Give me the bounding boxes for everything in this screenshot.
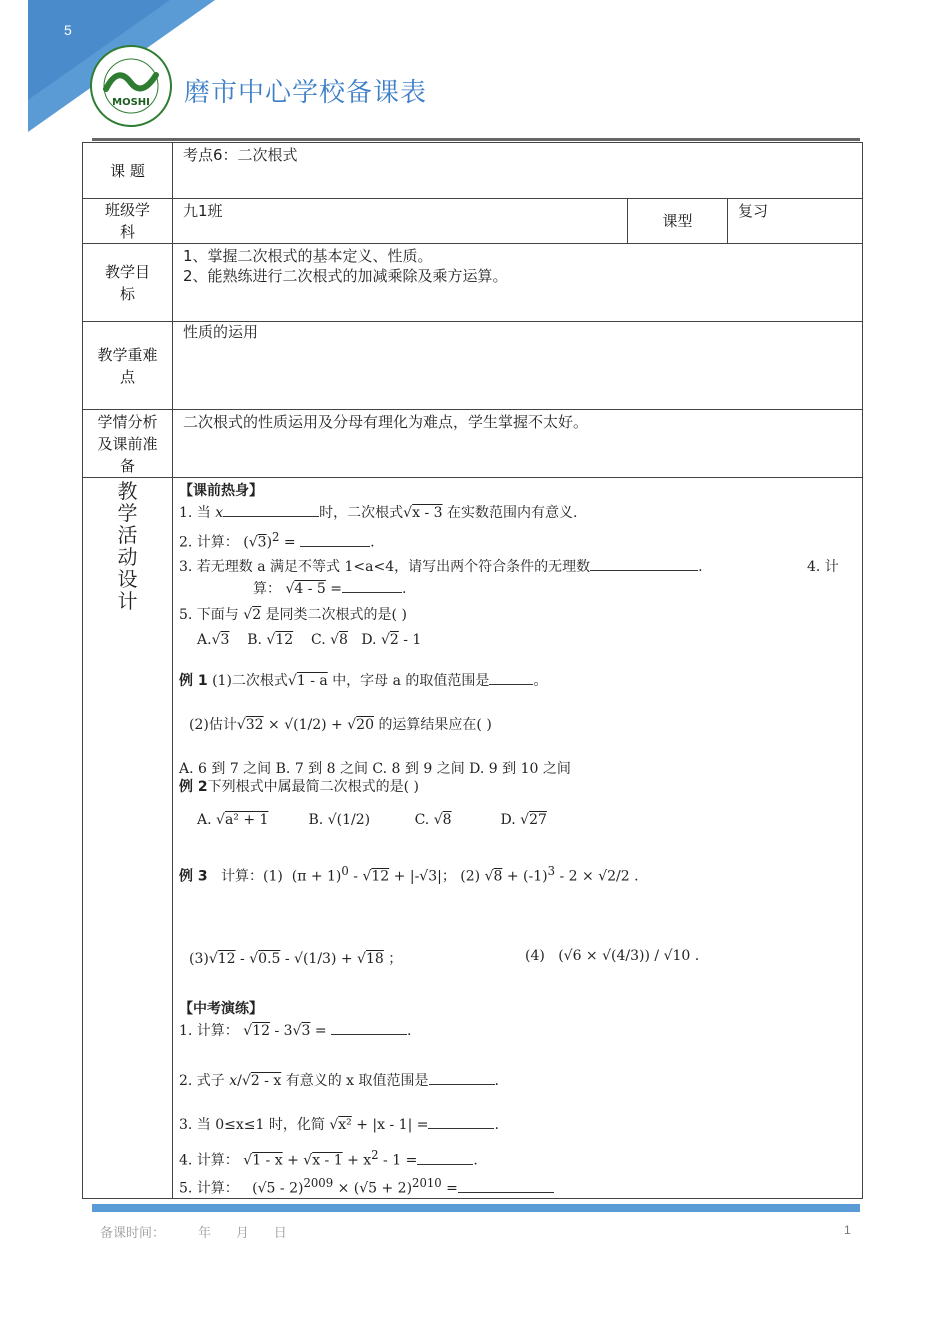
focus-label-text: 教学重难点	[97, 345, 158, 386]
warmup-q2: 2. 计算： $(√3)^2$ = .	[179, 530, 375, 551]
goal-label-text: 教学目标	[104, 262, 150, 303]
topic-value: 考点6：二次根式	[173, 143, 863, 199]
q1-text-c: 在实数范围内有意义.	[446, 505, 578, 521]
type-value: 复习	[728, 199, 863, 244]
goal-line-1: 1、掌握二次根式的基本定义、性质。	[183, 247, 433, 265]
warmup-q5: 5. 下面与 √2 是同类二次根式的是( )	[179, 607, 407, 623]
analysis-label-text: 学情分析及课前准备	[97, 412, 158, 475]
exam-q3: 3. 当 0≤x≤1 时，化简 √x² + |x - 1| = .	[179, 1117, 499, 1133]
q3-text: 3. 若无理数 a 满足不等式 1<a<4，请写出两个符合条件的无理数	[179, 559, 591, 575]
q3-end: .	[698, 559, 703, 575]
goal-label	[83, 244, 173, 322]
type-label: 课型	[628, 199, 728, 244]
q4-number: 4. 计	[807, 559, 839, 575]
exam-q5: 5. 计算： $(√5 - 2)^{2009} \times (√5 + 2)^{2010}$ =	[179, 1176, 554, 1198]
footer-month: 月	[235, 1226, 249, 1241]
page-number-top: 5	[64, 22, 72, 38]
q4-text: 算：	[253, 581, 281, 597]
focus-value: 性质的运用	[173, 322, 863, 410]
example-2: 例 2下列根式中属最简二次根式的是( )	[179, 779, 419, 795]
activity-content	[173, 478, 863, 1199]
goal-value	[173, 244, 863, 322]
school-title: 磨市中心学校备课表	[184, 78, 428, 108]
example-2-options: A. √a² + 1 B. √(1/2) C. √8 D. √27	[197, 812, 547, 828]
class-label	[83, 199, 173, 244]
warmup-q3	[179, 556, 703, 576]
activity-label	[83, 478, 173, 1199]
footer-bar	[92, 1204, 860, 1212]
example-3-parts: (3)√12 - √0.5 - √(1/3) + √18 ；	[189, 951, 403, 967]
goal-line-2: 2、能熟练进行二次根式的加减乘除及乘方运算。	[183, 267, 508, 285]
example-1: 例 1 (1)二次根式√1 - a 中，字母 a 的取值范围是 。	[179, 673, 548, 689]
topic-label: 课 题	[83, 143, 173, 199]
q2-text: 2. 计算：	[179, 534, 239, 551]
footer-year: 年	[198, 1226, 212, 1241]
example-3-part-4: (4) (√6 × √(4/3)) / √10 .	[525, 948, 700, 964]
footer-label: 备课时间：	[100, 1226, 166, 1241]
activity-label-text: 教学活动设计	[117, 479, 138, 613]
q5-options: A.√3 B. √12 C. √8 D. √2 - 1	[197, 632, 422, 648]
analysis-value: 二次根式的性质运用及分母有理化为难点，学生掌握不太好。	[173, 410, 863, 478]
footer-page-number: 1	[844, 1223, 851, 1237]
q1-text-a: 1. 当	[179, 505, 211, 521]
exam-heading: 【中考演练】	[179, 1001, 263, 1017]
school-logo	[90, 45, 172, 127]
exam-q2: 2. 式子 x/√2 - x 有意义的 x 取值范围是 .	[179, 1073, 499, 1089]
q5-text: 5. 下面与	[179, 607, 239, 623]
class-label-text: 班级学科	[104, 201, 150, 241]
warmup-heading: 【课前热身】	[179, 483, 263, 499]
exam-q4: 4. 计算： $√1 - x + √x - 1 + x^2 - 1$ = .	[179, 1148, 478, 1169]
header-divider	[92, 138, 860, 141]
exam-q1: 1. 计算： √12 - 3√3 = .	[179, 1023, 412, 1039]
example-1-part-2: (2)估计√32 × √(1/2) + √20 的运算结果应在( )	[189, 717, 492, 733]
lesson-plan-table	[82, 142, 863, 1199]
class-value: 九1班	[173, 199, 628, 244]
footer-prep-time	[100, 1222, 287, 1241]
focus-label	[83, 322, 173, 410]
footer-day: 日	[273, 1226, 287, 1241]
example-1-options: A. 6 到 7 之间 B. 7 到 8 之间 C. 8 到 9 之间 D. 9 到 10 之间	[179, 761, 571, 777]
svg-text:MOSHI: MOSHI	[112, 97, 150, 108]
analysis-label	[83, 410, 173, 478]
q5-text-b: 是同类二次根式的是( )	[265, 607, 407, 623]
q1-text-b: 时，二次根式	[319, 505, 404, 521]
warmup-q4: 算： √4 - 5 = .	[253, 581, 407, 597]
example-3: 例 3 计算：(1) $(\pi + 1)^0 - √12 + |-√3|$； (2) $√8 + (-1)^3 - 2 \times √2/2$ .	[179, 864, 639, 885]
warmup-q1: 1. 当 x 时，二次根式√x - 3 在实数范围内有意义.	[179, 505, 578, 521]
